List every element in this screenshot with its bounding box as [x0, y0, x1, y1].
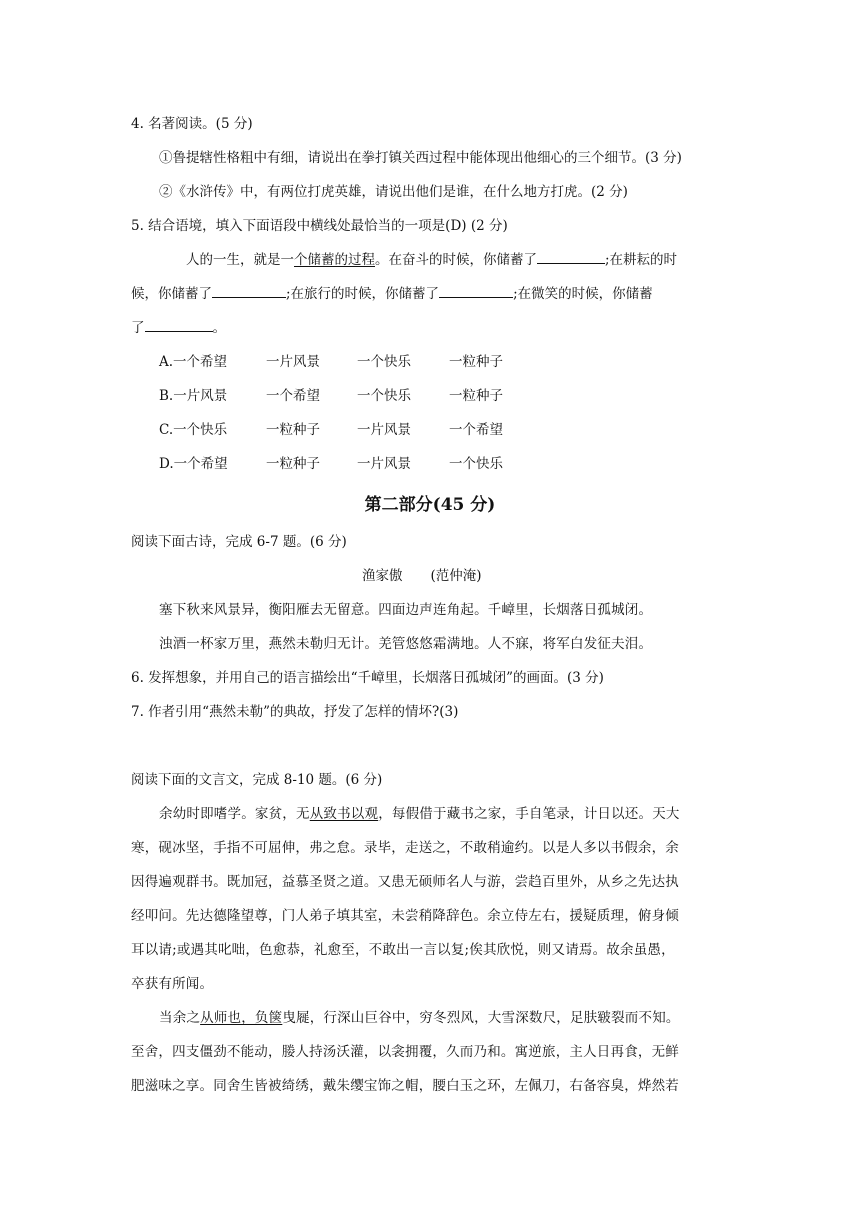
- classical-p1-line2: 寒，砚冰坚，手指不可屈伸，弗之怠。录毕，走送之，不敢稍逾约。以是人多以书假余，余: [131, 840, 679, 856]
- q5-text: ;在旅行的时候，你储蓄了: [286, 286, 440, 302]
- poem-author: (范仲淹): [430, 568, 482, 584]
- q5-underlined-text: 个储蓄的过程: [294, 252, 375, 268]
- q4-sub1: ①鲁提辖性格粗中有细，请说出在拳打镇关西过程中能体现出他细心的三个细节。(3 分): [159, 150, 682, 166]
- q4-sub2: ②《水浒传》中，有两位打虎英雄，请说出他们是谁，在什么地方打虎。(2 分): [159, 184, 628, 200]
- answer-blank: [145, 317, 213, 332]
- answer-blank: [439, 283, 513, 298]
- section-heading: 第二部分(45 分): [364, 495, 496, 515]
- q5-passage-line2: [131, 282, 653, 302]
- option-item: 一片风景: [357, 456, 411, 472]
- classical-underlined-text: 从师也，负箧: [200, 1010, 283, 1026]
- option-label: C.一个快乐: [159, 422, 228, 438]
- q4-title: 4. 名著阅读。(5 分): [131, 116, 253, 132]
- option-item: 一粒种子: [266, 456, 320, 472]
- question-7: 7. 作者引用“燕然未勒”的典故，抒发了怎样的情坏?(3): [131, 704, 459, 720]
- option-item: 一粒种子: [449, 354, 503, 370]
- q5-text: ;在微笑的时候，你储蓄: [513, 286, 653, 302]
- classical-text: 余幼时即嗜学。家贫，无: [159, 806, 310, 822]
- classical-p1-line4: 经叩问。先达德隆望尊，门人弟子填其室，未尝稍降辞色。余立侍左右，援疑质理，俯身倾: [131, 908, 679, 924]
- option-label: A.一个希望: [159, 354, 228, 370]
- classical-p1-line1: [159, 802, 680, 822]
- q5-passage-line3: [131, 316, 226, 336]
- classical-text: ，每假借于藏书之家，手自笔录，计日以还。天大: [378, 806, 680, 822]
- classical-p2-line1: [159, 1006, 680, 1026]
- classical-p2-line2: 至舍，四支僵劲不能动，媵人持汤沃灌，以衾拥覆，久而乃和。寓逆旅，主人日再食，无鲜: [131, 1044, 679, 1060]
- q5-text: ;在耕耘的时: [605, 252, 678, 268]
- classical-p2-line3: 肥滋味之享。同舍生皆被绮绣，戴朱缨宝饰之帽，腰白玉之环，左佩刀，右备容臭，烨然若: [131, 1078, 679, 1094]
- q5-text: 候，你储蓄了: [131, 286, 212, 302]
- answer-blank: [537, 249, 605, 264]
- poem-line-2: 浊酒一杯家万里，燕然未勒归无计。羌管悠悠霜满地。人不寐，将军白发征夫泪。: [159, 636, 653, 652]
- poem-line-1: 塞下秋来风景异，衡阳雁去无留意。四面边声连角起。千嶂里，长烟落日孤城闭。: [159, 602, 653, 618]
- option-item: 一个快乐: [449, 456, 503, 472]
- option-label: B.一片风景: [159, 388, 228, 404]
- q5-title: 5. 结合语境，填入下面语段中横线处最恰当的一项是(D) (2 分): [131, 218, 508, 234]
- classical-text: 当余之: [159, 1010, 201, 1026]
- classical-text: 曳屣，行深山巨谷中，穷冬烈风，大雪深数尺，足肤皲裂而不知。: [282, 1010, 680, 1026]
- option-item: 一粒种子: [266, 422, 320, 438]
- poem-intro: 阅读下面古诗，完成 6-7 题。(6 分): [131, 534, 347, 550]
- q5-text: 。: [212, 320, 226, 336]
- option-item: 一片风景: [266, 354, 320, 370]
- answer-blank: [212, 283, 286, 298]
- option-row-b: [159, 384, 503, 404]
- question-6: 6. 发挥想象，并用自己的语言描绘出“千嶂里，长烟落日孤城闭”的画面。(3 分): [131, 670, 604, 686]
- option-item: 一个快乐: [357, 388, 411, 404]
- option-item: 一个快乐: [357, 354, 411, 370]
- q5-text: 人的一生，就是一: [186, 252, 294, 268]
- option-row-c: [159, 418, 503, 438]
- option-label: D.一个希望: [159, 456, 228, 472]
- poem-title-text: 渔家傲: [362, 568, 403, 584]
- classical-intro: 阅读下面的文言文，完成 8-10 题。(6 分): [131, 772, 383, 788]
- option-item: 一个希望: [449, 422, 503, 438]
- classical-p1-line6: 卒获有所闻。: [131, 976, 214, 992]
- option-row-a: [159, 350, 503, 370]
- classical-p1-line5: 耳以请;或遇其叱咄，色愈恭，礼愈至，不敢出一言以复;俟其欣悦，则又请焉。故余虽愚，: [131, 942, 675, 958]
- q5-passage-line1: [186, 248, 677, 268]
- poem-title: [362, 564, 482, 584]
- option-item: 一个希望: [266, 388, 320, 404]
- q5-text: 了: [131, 320, 145, 336]
- option-row-d: [159, 452, 503, 472]
- q5-text: 。在奋斗的时候，你储蓄了: [375, 252, 537, 268]
- classical-underlined-text: 从致书以观: [309, 806, 379, 822]
- classical-p1-line3: 因得遍观群书。既加冠，益慕圣贤之道。又患无硕师名人与游，尝趋百里外，从乡之先达执: [131, 874, 679, 890]
- option-item: 一片风景: [357, 422, 411, 438]
- option-item: 一粒种子: [449, 388, 503, 404]
